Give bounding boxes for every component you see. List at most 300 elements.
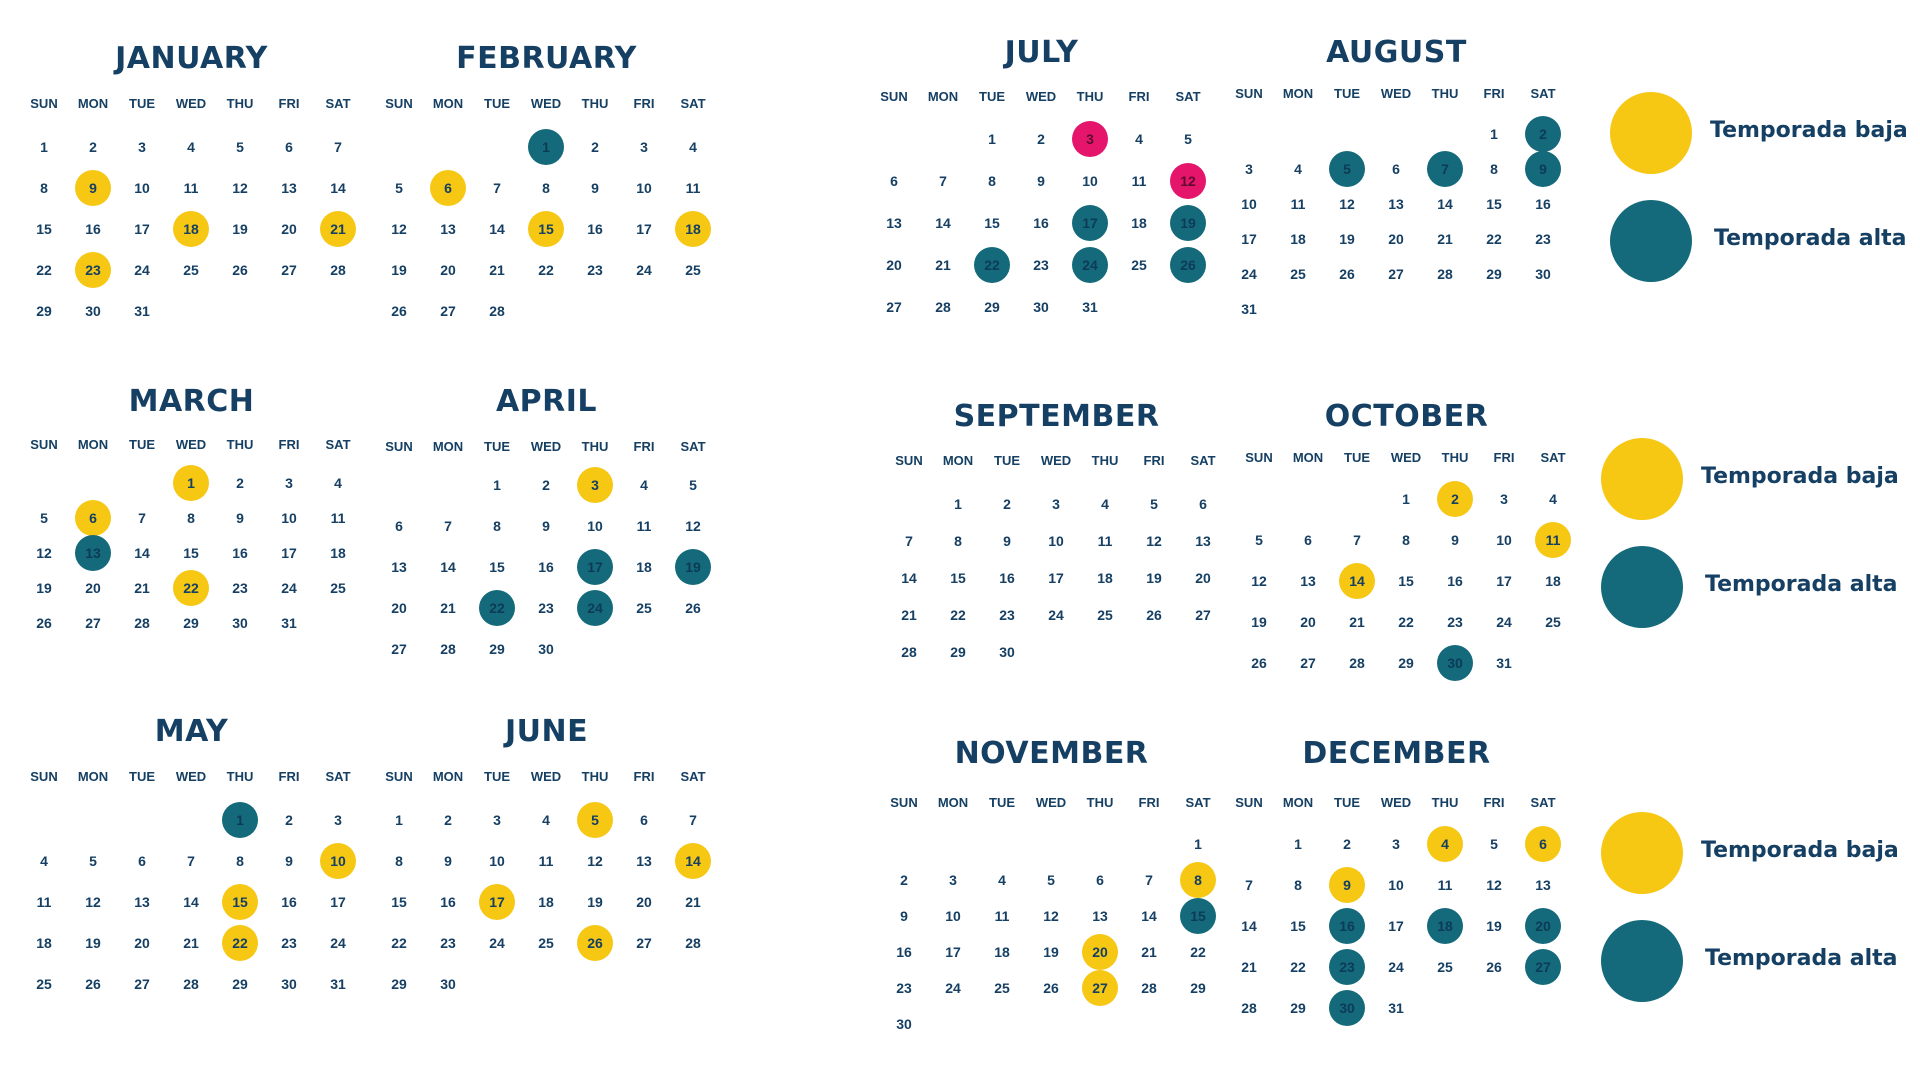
day-number: 26: [1146, 607, 1162, 623]
day-cell: [265, 606, 313, 640]
day-number: 14: [675, 843, 711, 879]
day-cell: [1470, 117, 1518, 151]
day-number: 11: [538, 853, 554, 869]
day-cell: [1382, 564, 1430, 598]
weekday-header: THU: [226, 437, 254, 452]
day-number: 7: [1353, 532, 1361, 548]
day-number: 9: [542, 518, 550, 534]
teal-dot-icon: [1601, 546, 1683, 628]
day-cell: [1115, 206, 1163, 240]
day-number: 2: [591, 139, 599, 155]
legend-label-alta: Temporada alta: [1705, 572, 1898, 597]
day-number: 21: [935, 257, 951, 273]
day-cell: [522, 885, 570, 919]
day-cell: [522, 803, 570, 837]
day-cell: [1470, 868, 1518, 902]
yellow-dot-icon: [1610, 92, 1692, 174]
day-number: 3: [493, 812, 501, 828]
day-number: 6: [1199, 496, 1207, 512]
day-number: 5: [689, 477, 697, 493]
day-number: 17: [945, 944, 961, 960]
day-number: 10: [1496, 532, 1512, 548]
day-number: 30: [1033, 299, 1049, 315]
day-number: 25: [36, 976, 52, 992]
day-number: 8: [1490, 161, 1498, 177]
day-cell: [934, 487, 982, 521]
day-number: 17: [1241, 231, 1257, 247]
yellow-dot-icon: [1601, 438, 1683, 520]
day-cell: [1529, 605, 1577, 639]
weekday-header: TUE: [979, 89, 1005, 104]
day-cell: [69, 885, 117, 919]
day-cell: [424, 591, 472, 625]
day-cell: [314, 803, 362, 837]
day-number: 6: [75, 500, 111, 536]
day-number: 17: [1048, 570, 1064, 586]
day-number: 5: [1329, 151, 1365, 187]
weekday-header: THU: [581, 96, 609, 111]
day-cell: [934, 561, 982, 595]
weekday-header: FRI: [1128, 89, 1150, 104]
day-number: 10: [320, 843, 356, 879]
day-number: 7: [334, 139, 342, 155]
day-number: 5: [577, 802, 613, 838]
day-number: 28: [1349, 655, 1365, 671]
weekday-header: SAT: [1540, 450, 1566, 465]
day-number: 31: [1388, 1000, 1404, 1016]
day-number: 9: [1329, 867, 1365, 903]
day-number: 7: [1245, 877, 1253, 893]
day-cell: [69, 571, 117, 605]
day-number: 23: [75, 252, 111, 288]
weekday-header: WED: [530, 769, 562, 784]
day-number: 21: [685, 894, 701, 910]
day-number: 3: [1392, 836, 1400, 852]
month-april: [375, 385, 735, 705]
day-cell: [118, 253, 166, 287]
day-cell: [1125, 863, 1173, 897]
day-cell: [216, 803, 264, 837]
day-number: 11: [1437, 877, 1453, 893]
day-number: 24: [1241, 266, 1257, 282]
day-cell: [929, 971, 977, 1005]
day-cell: [1333, 605, 1381, 639]
day-number: 19: [36, 580, 52, 596]
day-number: 28: [134, 615, 150, 631]
day-number: 23: [999, 607, 1015, 623]
day-number: 31: [134, 303, 150, 319]
day-cell: [1470, 827, 1518, 861]
day-number: 13: [636, 853, 652, 869]
day-cell: [69, 171, 117, 205]
day-cell: [1333, 646, 1381, 680]
day-cell: [1480, 646, 1528, 680]
day-number: 24: [577, 590, 613, 626]
weekday-header: SUN: [1235, 795, 1263, 810]
day-number: 2: [1525, 116, 1561, 152]
day-cell: [522, 550, 570, 584]
day-cell: [522, 171, 570, 205]
day-number: 11: [183, 180, 199, 196]
day-number: 12: [85, 894, 101, 910]
day-cell: [375, 967, 423, 1001]
weekday-header: MON: [432, 439, 464, 454]
day-cell: [1382, 482, 1430, 516]
day-cell: [167, 926, 215, 960]
month-title: AUGUST: [1326, 35, 1467, 70]
day-cell: [522, 591, 570, 625]
day-cell: [1323, 222, 1371, 256]
weekday-header: TUE: [484, 769, 510, 784]
day-cell: [216, 466, 264, 500]
day-cell: [1274, 827, 1322, 861]
day-number: 25: [183, 262, 199, 278]
day-number: 1: [395, 812, 403, 828]
day-cell: [375, 632, 423, 666]
day-number: 19: [1043, 944, 1059, 960]
day-number: 8: [493, 518, 501, 534]
day-number: 27: [1525, 949, 1561, 985]
day-cell: [216, 501, 264, 535]
weekday-header: WED: [1025, 89, 1057, 104]
day-cell: [870, 248, 918, 282]
day-number: 22: [1290, 959, 1306, 975]
day-cell: [1027, 863, 1075, 897]
day-cell: [69, 501, 117, 535]
day-cell: [1274, 257, 1322, 291]
day-cell: [1421, 257, 1469, 291]
day-cell: [1125, 935, 1173, 969]
day-cell: [522, 844, 570, 878]
day-cell: [118, 571, 166, 605]
day-number: 25: [685, 262, 701, 278]
day-cell: [1421, 950, 1469, 984]
day-cell: [20, 967, 68, 1001]
weekday-header: FRI: [633, 96, 655, 111]
day-cell: [1032, 598, 1080, 632]
day-cell: [620, 253, 668, 287]
day-number: 19: [391, 262, 407, 278]
weekday-header: WED: [530, 439, 562, 454]
weekday-header: TUE: [1334, 86, 1360, 101]
day-number: 29: [36, 303, 52, 319]
day-number: 11: [1290, 196, 1306, 212]
day-number: 28: [935, 299, 951, 315]
weekday-header: TUE: [1334, 795, 1360, 810]
day-cell: [69, 606, 117, 640]
day-number: 27: [636, 935, 652, 951]
day-cell: [1115, 122, 1163, 156]
day-number: 21: [320, 211, 356, 247]
day-cell: [1519, 187, 1567, 221]
weekday-header: SAT: [680, 96, 706, 111]
day-cell: [919, 164, 967, 198]
day-number: 6: [285, 139, 293, 155]
day-number: 12: [36, 545, 52, 561]
day-cell: [620, 844, 668, 878]
day-number: 19: [1251, 614, 1267, 630]
legend-item-alta: [1601, 920, 1911, 1004]
day-number: 6: [1392, 161, 1400, 177]
day-cell: [919, 290, 967, 324]
day-number: 28: [489, 303, 505, 319]
weekday-header: THU: [1091, 453, 1119, 468]
day-cell: [1519, 950, 1567, 984]
day-cell: [934, 635, 982, 669]
day-number: 1: [222, 802, 258, 838]
day-number: 4: [40, 853, 48, 869]
day-cell: [978, 863, 1026, 897]
day-number: 17: [479, 884, 515, 920]
day-number: 25: [1545, 614, 1561, 630]
weekday-header: SAT: [1175, 89, 1201, 104]
day-number: 8: [395, 853, 403, 869]
day-number: 10: [489, 853, 505, 869]
day-cell: [216, 606, 264, 640]
day-cell: [1076, 935, 1124, 969]
day-number: 14: [1241, 918, 1257, 934]
day-number: 5: [1490, 836, 1498, 852]
day-number: 11: [1535, 522, 1571, 558]
weekday-header: THU: [581, 439, 609, 454]
weekday-header: MON: [942, 453, 974, 468]
day-cell: [1323, 909, 1371, 943]
day-cell: [424, 967, 472, 1001]
month-august: [1225, 36, 1585, 356]
day-cell: [118, 536, 166, 570]
day-cell: [216, 171, 264, 205]
day-cell: [522, 468, 570, 502]
day-cell: [1225, 292, 1273, 326]
day-cell: [1480, 605, 1528, 639]
day-cell: [1274, 950, 1322, 984]
day-cell: [1323, 950, 1371, 984]
day-number: 15: [984, 215, 1000, 231]
day-cell: [1066, 290, 1114, 324]
day-cell: [1032, 487, 1080, 521]
day-cell: [314, 536, 362, 570]
day-number: 11: [636, 518, 652, 534]
day-number: 27: [1195, 607, 1211, 623]
day-cell: [1274, 222, 1322, 256]
day-cell: [1032, 561, 1080, 595]
day-cell: [473, 591, 521, 625]
weekday-header: SUN: [880, 89, 908, 104]
day-number: 18: [1545, 573, 1561, 589]
day-cell: [1421, 222, 1469, 256]
weekday-header: SUN: [385, 769, 413, 784]
weekday-header: TUE: [129, 769, 155, 784]
month-title: JUNE: [504, 714, 589, 749]
day-cell: [424, 926, 472, 960]
day-cell: [265, 501, 313, 535]
day-cell: [1323, 868, 1371, 902]
day-number: 24: [945, 980, 961, 996]
legend-item-baja: [1601, 438, 1911, 522]
day-number: 23: [896, 980, 912, 996]
weekday-header: MON: [432, 96, 464, 111]
day-number: 3: [577, 467, 613, 503]
day-cell: [571, 803, 619, 837]
day-cell: [118, 294, 166, 328]
day-cell: [167, 130, 215, 164]
day-cell: [375, 885, 423, 919]
day-number: 6: [430, 170, 466, 206]
day-number: 30: [1329, 990, 1365, 1026]
day-cell: [880, 971, 928, 1005]
day-number: 1: [493, 477, 501, 493]
day-cell: [1519, 257, 1567, 291]
day-number: 7: [493, 180, 501, 196]
day-number: 15: [391, 894, 407, 910]
day-cell: [265, 212, 313, 246]
day-number: 6: [890, 173, 898, 189]
day-cell: [1519, 909, 1567, 943]
day-cell: [314, 253, 362, 287]
day-number: 3: [1245, 161, 1253, 177]
day-cell: [314, 171, 362, 205]
day-cell: [69, 536, 117, 570]
day-number: 9: [591, 180, 599, 196]
day-number: 18: [538, 894, 554, 910]
day-cell: [1179, 524, 1227, 558]
day-number: 13: [281, 180, 297, 196]
day-cell: [167, 171, 215, 205]
day-number: 19: [232, 221, 248, 237]
day-number: 26: [685, 600, 701, 616]
day-number: 14: [440, 559, 456, 575]
day-cell: [1225, 257, 1273, 291]
day-cell: [885, 561, 933, 595]
day-number: 12: [232, 180, 248, 196]
month-title: JANUARY: [115, 41, 268, 76]
day-cell: [1274, 991, 1322, 1025]
day-cell: [983, 598, 1031, 632]
day-number: 5: [395, 180, 403, 196]
day-number: 10: [587, 518, 603, 534]
day-cell: [571, 171, 619, 205]
day-cell: [216, 844, 264, 878]
day-number: 1: [1194, 836, 1202, 852]
legend-item-alta: [1610, 200, 1920, 284]
day-cell: [1372, 950, 1420, 984]
day-cell: [424, 212, 472, 246]
day-cell: [1017, 248, 1065, 282]
day-number: 3: [138, 139, 146, 155]
day-number: 8: [236, 853, 244, 869]
day-number: 18: [1097, 570, 1113, 586]
day-number: 17: [330, 894, 346, 910]
day-cell: [669, 253, 717, 287]
day-number: 9: [75, 170, 111, 206]
day-cell: [929, 899, 977, 933]
day-cell: [473, 632, 521, 666]
day-number: 2: [900, 872, 908, 888]
day-number: 28: [440, 641, 456, 657]
day-number: 24: [1072, 247, 1108, 283]
weekday-header: TUE: [484, 439, 510, 454]
day-cell: [473, 294, 521, 328]
weekday-header: MON: [1282, 795, 1314, 810]
day-cell: [1284, 564, 1332, 598]
day-cell: [424, 253, 472, 287]
day-cell: [571, 591, 619, 625]
day-number: 15: [528, 211, 564, 247]
day-cell: [473, 509, 521, 543]
day-cell: [20, 926, 68, 960]
weekday-header: FRI: [633, 439, 655, 454]
day-cell: [1323, 827, 1371, 861]
day-cell: [1179, 561, 1227, 595]
day-cell: [880, 935, 928, 969]
weekday-header: THU: [1076, 89, 1104, 104]
day-cell: [1130, 487, 1178, 521]
day-number: 25: [1131, 257, 1147, 273]
day-number: 10: [1048, 533, 1064, 549]
day-cell: [1323, 257, 1371, 291]
day-number: 15: [1398, 573, 1414, 589]
weekday-header: THU: [1086, 795, 1114, 810]
day-number: 17: [636, 221, 652, 237]
day-cell: [424, 632, 472, 666]
day-cell: [620, 803, 668, 837]
day-number: 16: [896, 944, 912, 960]
day-number: 21: [183, 935, 199, 951]
weekday-header: WED: [1380, 86, 1412, 101]
day-cell: [375, 591, 423, 625]
day-number: 6: [1525, 826, 1561, 862]
day-cell: [620, 591, 668, 625]
day-number: 23: [587, 262, 603, 278]
day-number: 13: [440, 221, 456, 237]
day-cell: [265, 844, 313, 878]
day-number: 23: [1447, 614, 1463, 630]
day-cell: [885, 635, 933, 669]
day-cell: [424, 885, 472, 919]
day-cell: [1529, 564, 1577, 598]
day-number: 4: [689, 139, 697, 155]
day-number: 17: [577, 549, 613, 585]
day-cell: [1174, 863, 1222, 897]
day-cell: [1284, 605, 1332, 639]
day-cell: [265, 926, 313, 960]
day-cell: [1372, 868, 1420, 902]
day-number: 26: [391, 303, 407, 319]
day-number: 10: [134, 180, 150, 196]
day-number: 1: [40, 139, 48, 155]
day-number: 19: [675, 549, 711, 585]
month-title: MARCH: [128, 384, 255, 419]
day-number: 31: [1082, 299, 1098, 315]
day-cell: [1431, 482, 1479, 516]
day-cell: [20, 253, 68, 287]
day-cell: [375, 926, 423, 960]
day-number: 5: [236, 139, 244, 155]
day-cell: [620, 926, 668, 960]
day-cell: [265, 967, 313, 1001]
day-number: 20: [440, 262, 456, 278]
day-cell: [620, 171, 668, 205]
day-number: 23: [440, 935, 456, 951]
day-cell: [1529, 482, 1577, 516]
day-cell: [885, 598, 933, 632]
day-number: 3: [640, 139, 648, 155]
day-cell: [20, 571, 68, 605]
day-number: 27: [440, 303, 456, 319]
day-cell: [1115, 164, 1163, 198]
weekday-header: WED: [1040, 453, 1072, 468]
day-number: 20: [1195, 570, 1211, 586]
